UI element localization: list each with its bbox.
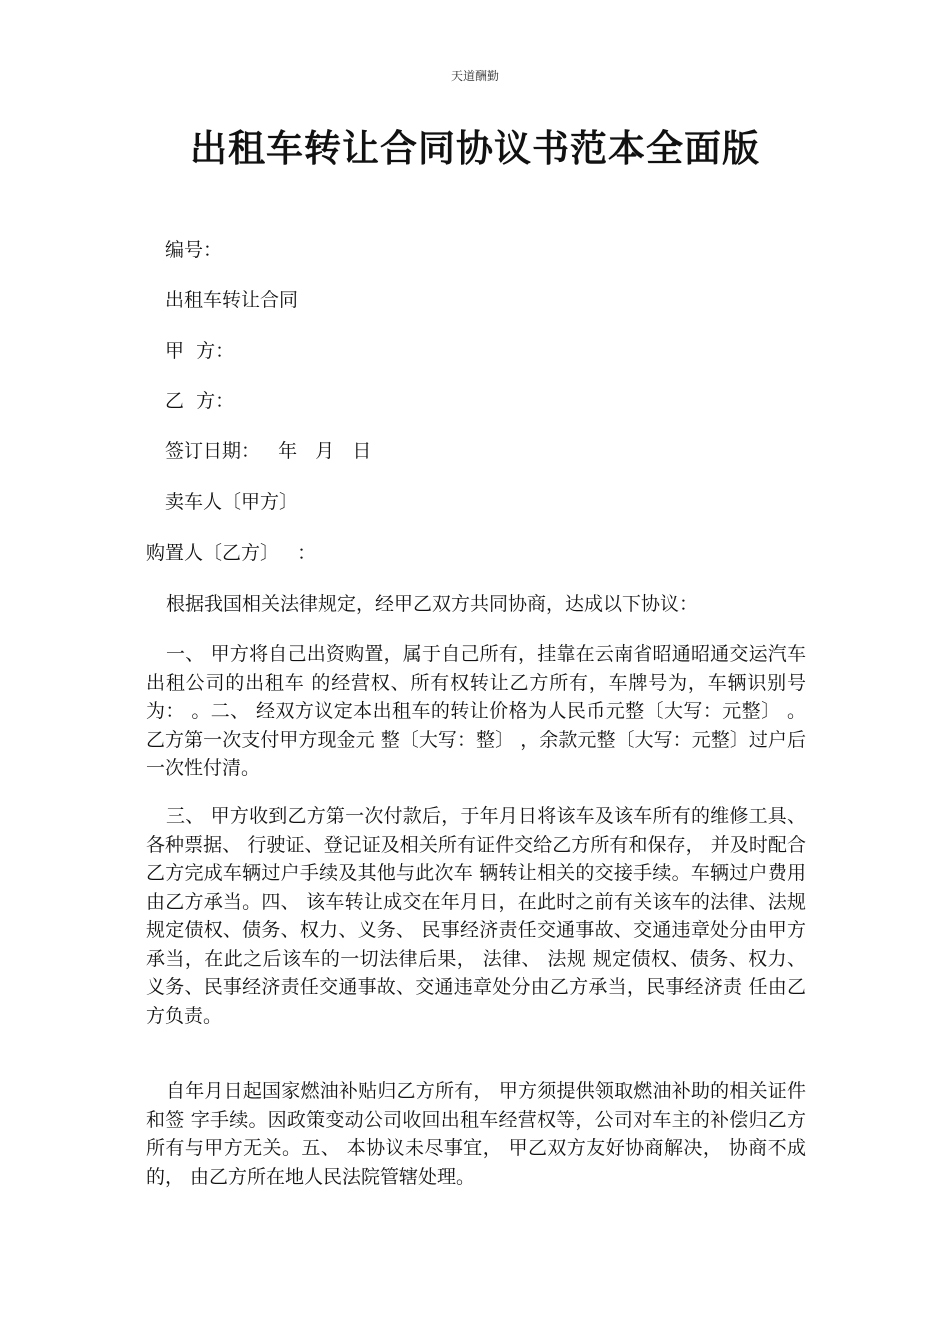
paragraph-clause-5: 自年月日起国家燃油补贴归乙方所有， 甲方须提供领取燃油补助的相关证件和签 字手续。因政策变动公司收回出租车经营权等，公司对车主的补偿归乙方所有与甲方无关。五、 本协议未尽事宜， 甲乙双方友好协商解决， 协商不成的， 由乙方所在地人民法院管辖处理。 [146, 1080, 806, 1188]
field-sign-date: 签订日期： 年 月 日 [165, 440, 372, 462]
field-party-a: 甲 方： [165, 340, 235, 362]
paragraph-preamble: 根据我国相关法律规定，经甲乙双方共同协商，达成以下协议： [166, 593, 699, 615]
field-seller: 卖车人〔甲方〕 [165, 491, 299, 513]
header-watermark: 天道酬勤 [450, 69, 499, 83]
paragraph-clause-3-4: 三、 甲方收到乙方第一次付款后，于年月日将该车及该车所有的维修工具、 各种票据、 行驶证、登记证及相关所有证件交给乙方所有和保存， 并及时配合乙方完成车辆过户手续及其他与此次车 辆转让相关的交接手续。车辆过户费用由乙方承当。四、 该车转让成交在年月日，在此时之前有关该车的法律、法规规定债权、债务、权力、义务、 民事经济责任交通事故、交通违章处分由甲方承当，在此之后该车的一切法律后果， 法律、 法规 规定债权、债务、权力、义务、民事经济责任交通事故、交通违章处分由乙方承当，民事经济责 任由乙方负责。 [146, 805, 806, 1027]
field-number: 编号： [165, 239, 223, 261]
paragraph-clause-1-2: 一、 甲方将自己出资购置，属于自己所有，挂靠在云南省昭通昭通交运汽车出租公司的出租车 的经营权、所有权转让乙方所有，车牌号为，车辆识别号为： 。二、 经双方议定本出租车的转让价格为人民币元整〔大写：元整〕 。乙方第一次支付甲方现金元 整〔大写：整〕 ，余款元整〔大写：元整〕过户后一次性付清。 [146, 643, 806, 779]
field-buyer: 购置人〔乙方〕 ： [146, 542, 317, 564]
document-title: 出租车转让合同协议书范本全面版 [190, 126, 760, 170]
field-party-b: 乙 方： [165, 390, 235, 412]
field-contract-name: 出租车转让合同 [165, 289, 299, 311]
